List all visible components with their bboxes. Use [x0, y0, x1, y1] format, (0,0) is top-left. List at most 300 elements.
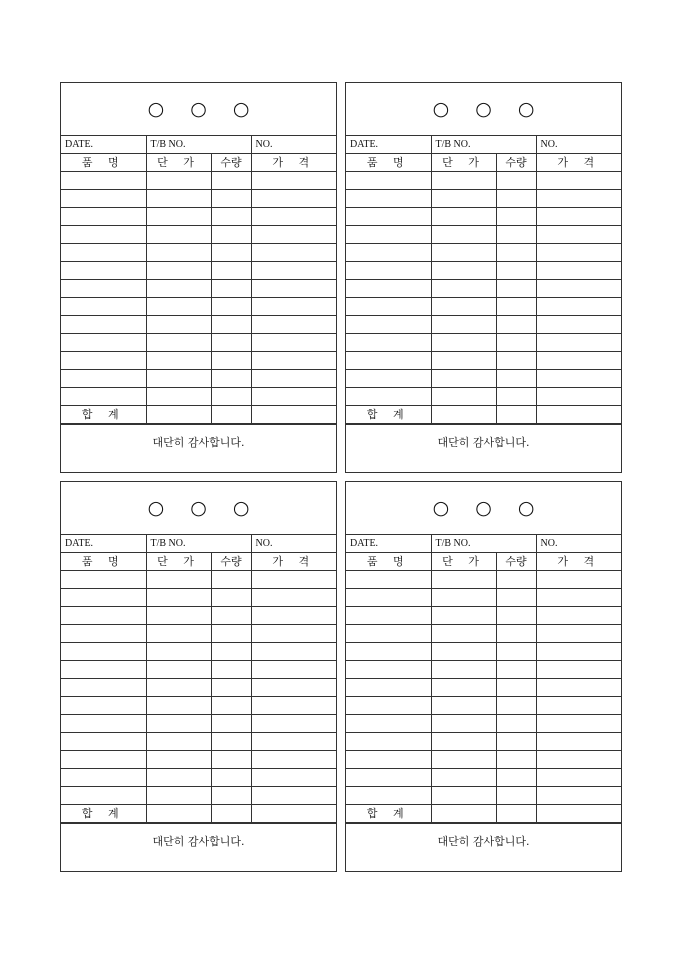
- unit-price-header: 단 가: [431, 552, 496, 570]
- qty-cell[interactable]: [211, 207, 251, 225]
- item-row: [346, 387, 621, 405]
- item-cell[interactable]: [346, 207, 431, 225]
- item-cell[interactable]: [346, 732, 431, 750]
- item-cell[interactable]: [61, 642, 146, 660]
- price-cell[interactable]: [251, 243, 336, 261]
- price-cell[interactable]: [251, 678, 336, 696]
- price-cell[interactable]: [251, 261, 336, 279]
- unit-price-cell[interactable]: [431, 660, 496, 678]
- unit-price-cell[interactable]: [146, 333, 211, 351]
- unit-price-cell[interactable]: [431, 315, 496, 333]
- thanks-message: 대단히 감사합니다.: [61, 823, 336, 859]
- unit-price-cell[interactable]: [146, 261, 211, 279]
- qty-cell[interactable]: [211, 750, 251, 768]
- price-cell[interactable]: [251, 768, 336, 786]
- price-cell[interactable]: [251, 786, 336, 804]
- unit-price-cell[interactable]: [146, 279, 211, 297]
- item-cell[interactable]: [61, 570, 146, 588]
- item-cell[interactable]: [61, 732, 146, 750]
- item-row: [61, 207, 336, 225]
- price-cell[interactable]: [536, 696, 621, 714]
- qty-cell[interactable]: [496, 279, 536, 297]
- qty-cell[interactable]: [211, 642, 251, 660]
- price-cell[interactable]: [251, 750, 336, 768]
- receipt-card: [60, 481, 337, 872]
- price-cell[interactable]: [536, 606, 621, 624]
- qty-cell[interactable]: [496, 369, 536, 387]
- item-row: [61, 732, 336, 750]
- unit-price-cell[interactable]: [431, 642, 496, 660]
- qty-cell[interactable]: [496, 570, 536, 588]
- item-cell[interactable]: [346, 768, 431, 786]
- price-cell[interactable]: [251, 588, 336, 606]
- item-row: [61, 333, 336, 351]
- item-cell[interactable]: [346, 588, 431, 606]
- unit-price-cell[interactable]: [431, 570, 496, 588]
- qty-cell[interactable]: [211, 315, 251, 333]
- item-header: 품 명: [346, 153, 431, 171]
- qty-cell[interactable]: [496, 588, 536, 606]
- item-cell[interactable]: [61, 588, 146, 606]
- item-row: [346, 225, 621, 243]
- item-row: [61, 351, 336, 369]
- column-header-row: [346, 153, 621, 171]
- item-cell[interactable]: [61, 243, 146, 261]
- item-cell[interactable]: [346, 315, 431, 333]
- qty-cell[interactable]: [211, 660, 251, 678]
- price-cell[interactable]: [536, 570, 621, 588]
- item-cell[interactable]: [346, 660, 431, 678]
- item-cell[interactable]: [346, 624, 431, 642]
- price-cell[interactable]: [536, 786, 621, 804]
- unit-price-cell[interactable]: [431, 189, 496, 207]
- qty-cell[interactable]: [496, 261, 536, 279]
- item-row: [61, 696, 336, 714]
- total-price-cell[interactable]: [251, 804, 336, 822]
- date-label: DATE.: [346, 535, 431, 552]
- item-cell[interactable]: [346, 642, 431, 660]
- tb-no-label: T/B NO.: [431, 136, 536, 153]
- qty-cell[interactable]: [211, 243, 251, 261]
- item-cell[interactable]: [346, 279, 431, 297]
- qty-cell[interactable]: [211, 786, 251, 804]
- total-price-cell[interactable]: [536, 804, 621, 822]
- price-cell[interactable]: [251, 570, 336, 588]
- total-row: [61, 405, 336, 423]
- item-cell[interactable]: [61, 261, 146, 279]
- item-row: [346, 714, 621, 732]
- item-cell[interactable]: [61, 786, 146, 804]
- total-unit-price-cell[interactable]: [431, 405, 496, 423]
- unit-price-cell[interactable]: [146, 732, 211, 750]
- unit-price-cell[interactable]: [431, 333, 496, 351]
- price-cell[interactable]: [251, 606, 336, 624]
- column-header-row: [61, 552, 336, 570]
- item-cell[interactable]: [61, 279, 146, 297]
- total-unit-price-cell[interactable]: [146, 405, 211, 423]
- price-cell[interactable]: [251, 333, 336, 351]
- thanks-message: 대단히 감사합니다.: [61, 424, 336, 460]
- item-cell[interactable]: [61, 225, 146, 243]
- unit-price-cell[interactable]: [431, 243, 496, 261]
- item-header: 품 명: [61, 552, 146, 570]
- no-label: NO.: [536, 535, 621, 552]
- qty-cell[interactable]: [211, 189, 251, 207]
- qty-cell[interactable]: [496, 207, 536, 225]
- item-cell[interactable]: [346, 189, 431, 207]
- unit-price-cell[interactable]: [146, 714, 211, 732]
- unit-price-cell[interactable]: [431, 786, 496, 804]
- item-header: 품 명: [346, 552, 431, 570]
- unit-price-header: 단 가: [146, 153, 211, 171]
- price-cell[interactable]: [251, 225, 336, 243]
- price-cell[interactable]: [251, 369, 336, 387]
- item-row: [346, 660, 621, 678]
- price-cell[interactable]: [251, 171, 336, 189]
- item-cell[interactable]: [61, 714, 146, 732]
- qty-cell[interactable]: [211, 714, 251, 732]
- price-cell[interactable]: [251, 714, 336, 732]
- qty-cell[interactable]: [211, 369, 251, 387]
- qty-cell[interactable]: [496, 750, 536, 768]
- qty-cell[interactable]: [211, 588, 251, 606]
- item-row: [61, 660, 336, 678]
- item-cell[interactable]: [61, 678, 146, 696]
- qty-cell[interactable]: [496, 315, 536, 333]
- price-cell[interactable]: [536, 297, 621, 315]
- price-cell[interactable]: [536, 768, 621, 786]
- item-row: [61, 171, 336, 189]
- item-cell[interactable]: [61, 660, 146, 678]
- unit-price-cell[interactable]: [431, 297, 496, 315]
- unit-price-cell[interactable]: [431, 387, 496, 405]
- item-row: [346, 786, 621, 804]
- no-label: NO.: [536, 136, 621, 153]
- total-qty-cell[interactable]: [211, 804, 251, 822]
- qty-cell[interactable]: [211, 606, 251, 624]
- price-cell[interactable]: [251, 351, 336, 369]
- receipt-title: ○ ○ ○: [61, 83, 336, 136]
- item-row: [346, 696, 621, 714]
- unit-price-cell[interactable]: [146, 171, 211, 189]
- column-header-row: [61, 153, 336, 171]
- item-row: [61, 678, 336, 696]
- item-cell[interactable]: [61, 297, 146, 315]
- item-row: [61, 714, 336, 732]
- tb-no-label: T/B NO.: [146, 535, 251, 552]
- unit-price-cell[interactable]: [431, 261, 496, 279]
- item-cell[interactable]: [346, 333, 431, 351]
- item-row: [61, 570, 336, 588]
- qty-cell[interactable]: [496, 243, 536, 261]
- total-label: 합 계: [346, 804, 431, 822]
- item-row: [61, 225, 336, 243]
- price-cell[interactable]: [251, 189, 336, 207]
- qty-cell[interactable]: [211, 570, 251, 588]
- unit-price-cell[interactable]: [431, 351, 496, 369]
- price-cell[interactable]: [536, 714, 621, 732]
- price-cell[interactable]: [536, 207, 621, 225]
- item-cell[interactable]: [346, 387, 431, 405]
- qty-cell[interactable]: [211, 624, 251, 642]
- unit-price-cell[interactable]: [431, 207, 496, 225]
- item-row: [346, 171, 621, 189]
- qty-cell[interactable]: [211, 279, 251, 297]
- qty-cell[interactable]: [211, 351, 251, 369]
- item-cell[interactable]: [346, 750, 431, 768]
- qty-cell[interactable]: [211, 387, 251, 405]
- price-cell[interactable]: [536, 732, 621, 750]
- price-header: 가 격: [251, 153, 336, 171]
- tb-no-label: T/B NO.: [431, 535, 536, 552]
- price-cell[interactable]: [536, 642, 621, 660]
- price-cell[interactable]: [251, 207, 336, 225]
- item-row: [346, 297, 621, 315]
- item-cell[interactable]: [61, 750, 146, 768]
- qty-cell[interactable]: [496, 660, 536, 678]
- unit-price-cell[interactable]: [431, 624, 496, 642]
- item-cell[interactable]: [346, 171, 431, 189]
- total-qty-cell[interactable]: [496, 405, 536, 423]
- receipt-card: [345, 481, 622, 872]
- price-cell[interactable]: [536, 387, 621, 405]
- item-cell[interactable]: [346, 297, 431, 315]
- qty-cell[interactable]: [496, 351, 536, 369]
- item-row: [346, 678, 621, 696]
- unit-price-cell[interactable]: [431, 171, 496, 189]
- item-header: 품 명: [61, 153, 146, 171]
- item-cell[interactable]: [346, 351, 431, 369]
- price-cell[interactable]: [251, 624, 336, 642]
- price-cell[interactable]: [251, 297, 336, 315]
- total-label: 합 계: [61, 804, 146, 822]
- price-cell[interactable]: [536, 750, 621, 768]
- unit-price-cell[interactable]: [146, 369, 211, 387]
- item-cell[interactable]: [61, 768, 146, 786]
- qty-cell[interactable]: [211, 225, 251, 243]
- item-row: [346, 279, 621, 297]
- unit-price-cell[interactable]: [431, 714, 496, 732]
- unit-price-cell[interactable]: [146, 750, 211, 768]
- unit-price-cell[interactable]: [146, 768, 211, 786]
- unit-price-cell[interactable]: [146, 570, 211, 588]
- unit-price-cell[interactable]: [431, 279, 496, 297]
- qty-header: 수량: [496, 153, 536, 171]
- unit-price-cell[interactable]: [146, 696, 211, 714]
- total-unit-price-cell[interactable]: [431, 804, 496, 822]
- unit-price-cell[interactable]: [431, 588, 496, 606]
- item-cell[interactable]: [61, 606, 146, 624]
- price-cell[interactable]: [251, 279, 336, 297]
- unit-price-cell[interactable]: [146, 297, 211, 315]
- qty-cell[interactable]: [211, 678, 251, 696]
- item-cell[interactable]: [346, 570, 431, 588]
- thanks-message: 대단히 감사합니다.: [346, 424, 621, 460]
- receipt-table: [61, 136, 336, 424]
- receipt-card: [60, 82, 337, 473]
- unit-price-cell[interactable]: [146, 660, 211, 678]
- item-cell[interactable]: [61, 387, 146, 405]
- price-cell[interactable]: [536, 369, 621, 387]
- price-cell[interactable]: [536, 225, 621, 243]
- item-cell[interactable]: [346, 225, 431, 243]
- item-cell[interactable]: [61, 624, 146, 642]
- item-row: [346, 624, 621, 642]
- unit-price-cell[interactable]: [146, 243, 211, 261]
- item-cell[interactable]: [346, 696, 431, 714]
- unit-price-cell[interactable]: [431, 696, 496, 714]
- item-cell[interactable]: [61, 315, 146, 333]
- price-cell[interactable]: [536, 660, 621, 678]
- item-cell[interactable]: [346, 261, 431, 279]
- price-cell[interactable]: [251, 732, 336, 750]
- price-cell[interactable]: [536, 624, 621, 642]
- total-qty-cell[interactable]: [211, 405, 251, 423]
- item-row: [346, 315, 621, 333]
- price-cell[interactable]: [536, 261, 621, 279]
- price-cell[interactable]: [251, 642, 336, 660]
- qty-cell[interactable]: [211, 768, 251, 786]
- price-cell[interactable]: [251, 660, 336, 678]
- item-cell[interactable]: [61, 369, 146, 387]
- item-row: [61, 387, 336, 405]
- qty-cell[interactable]: [496, 624, 536, 642]
- item-cell[interactable]: [346, 369, 431, 387]
- price-cell[interactable]: [536, 351, 621, 369]
- item-cell[interactable]: [61, 207, 146, 225]
- unit-price-cell[interactable]: [431, 768, 496, 786]
- unit-price-cell[interactable]: [146, 351, 211, 369]
- item-cell[interactable]: [346, 714, 431, 732]
- qty-header: 수량: [211, 552, 251, 570]
- price-cell[interactable]: [536, 678, 621, 696]
- qty-cell[interactable]: [496, 225, 536, 243]
- qty-cell[interactable]: [496, 696, 536, 714]
- item-cell[interactable]: [61, 696, 146, 714]
- unit-price-cell[interactable]: [146, 606, 211, 624]
- item-row: [61, 786, 336, 804]
- price-cell[interactable]: [251, 387, 336, 405]
- unit-price-cell[interactable]: [146, 207, 211, 225]
- item-row: [346, 333, 621, 351]
- item-row: [61, 243, 336, 261]
- unit-price-cell[interactable]: [146, 189, 211, 207]
- item-cell[interactable]: [346, 678, 431, 696]
- unit-price-cell[interactable]: [431, 732, 496, 750]
- qty-cell[interactable]: [211, 297, 251, 315]
- qty-cell[interactable]: [496, 732, 536, 750]
- no-label: NO.: [251, 136, 336, 153]
- receipt-card: [345, 82, 622, 473]
- unit-price-cell[interactable]: [146, 642, 211, 660]
- qty-cell[interactable]: [496, 189, 536, 207]
- item-row: [346, 606, 621, 624]
- unit-price-cell[interactable]: [431, 606, 496, 624]
- item-row: [61, 750, 336, 768]
- qty-cell[interactable]: [496, 678, 536, 696]
- qty-cell[interactable]: [496, 297, 536, 315]
- total-qty-cell[interactable]: [496, 804, 536, 822]
- item-row: [61, 297, 336, 315]
- receipt-title: ○ ○ ○: [346, 482, 621, 535]
- thanks-message: 대단히 감사합니다.: [346, 823, 621, 859]
- qty-cell[interactable]: [496, 786, 536, 804]
- unit-price-cell[interactable]: [431, 225, 496, 243]
- item-cell[interactable]: [346, 606, 431, 624]
- qty-cell[interactable]: [496, 387, 536, 405]
- price-cell[interactable]: [536, 189, 621, 207]
- date-label: DATE.: [61, 535, 146, 552]
- total-label: 합 계: [346, 405, 431, 423]
- total-price-cell[interactable]: [251, 405, 336, 423]
- unit-price-cell[interactable]: [431, 750, 496, 768]
- qty-cell[interactable]: [211, 171, 251, 189]
- qty-cell[interactable]: [496, 333, 536, 351]
- unit-price-cell[interactable]: [146, 225, 211, 243]
- date-label: DATE.: [346, 136, 431, 153]
- qty-cell[interactable]: [211, 696, 251, 714]
- total-unit-price-cell[interactable]: [146, 804, 211, 822]
- price-cell[interactable]: [251, 315, 336, 333]
- total-row: [61, 804, 336, 822]
- total-price-cell[interactable]: [536, 405, 621, 423]
- item-cell[interactable]: [61, 189, 146, 207]
- item-row: [61, 189, 336, 207]
- qty-cell[interactable]: [211, 333, 251, 351]
- price-cell[interactable]: [536, 588, 621, 606]
- unit-price-cell[interactable]: [146, 678, 211, 696]
- price-cell[interactable]: [536, 315, 621, 333]
- price-cell[interactable]: [536, 243, 621, 261]
- unit-price-cell[interactable]: [146, 624, 211, 642]
- price-cell[interactable]: [536, 279, 621, 297]
- item-row: [346, 750, 621, 768]
- column-header-row: [346, 552, 621, 570]
- qty-cell[interactable]: [496, 714, 536, 732]
- item-cell[interactable]: [61, 351, 146, 369]
- qty-cell[interactable]: [496, 606, 536, 624]
- unit-price-cell[interactable]: [146, 786, 211, 804]
- price-cell[interactable]: [536, 171, 621, 189]
- unit-price-cell[interactable]: [146, 315, 211, 333]
- price-cell[interactable]: [251, 696, 336, 714]
- qty-cell[interactable]: [211, 732, 251, 750]
- item-row: [346, 768, 621, 786]
- total-row: [346, 804, 621, 822]
- qty-cell[interactable]: [496, 768, 536, 786]
- receipt-table: [346, 136, 621, 424]
- item-row: [346, 189, 621, 207]
- receipt-title: ○ ○ ○: [61, 482, 336, 535]
- meta-row: [61, 535, 336, 552]
- item-cell[interactable]: [61, 171, 146, 189]
- qty-cell[interactable]: [496, 642, 536, 660]
- unit-price-cell[interactable]: [431, 369, 496, 387]
- qty-cell[interactable]: [211, 261, 251, 279]
- item-cell[interactable]: [346, 243, 431, 261]
- item-cell[interactable]: [61, 333, 146, 351]
- item-row: [61, 606, 336, 624]
- unit-price-header: 단 가: [146, 552, 211, 570]
- unit-price-cell[interactable]: [431, 678, 496, 696]
- unit-price-header: 단 가: [431, 153, 496, 171]
- date-label: DATE.: [61, 136, 146, 153]
- item-cell[interactable]: [346, 786, 431, 804]
- unit-price-cell[interactable]: [146, 387, 211, 405]
- price-cell[interactable]: [536, 333, 621, 351]
- unit-price-cell[interactable]: [146, 588, 211, 606]
- qty-cell[interactable]: [496, 171, 536, 189]
